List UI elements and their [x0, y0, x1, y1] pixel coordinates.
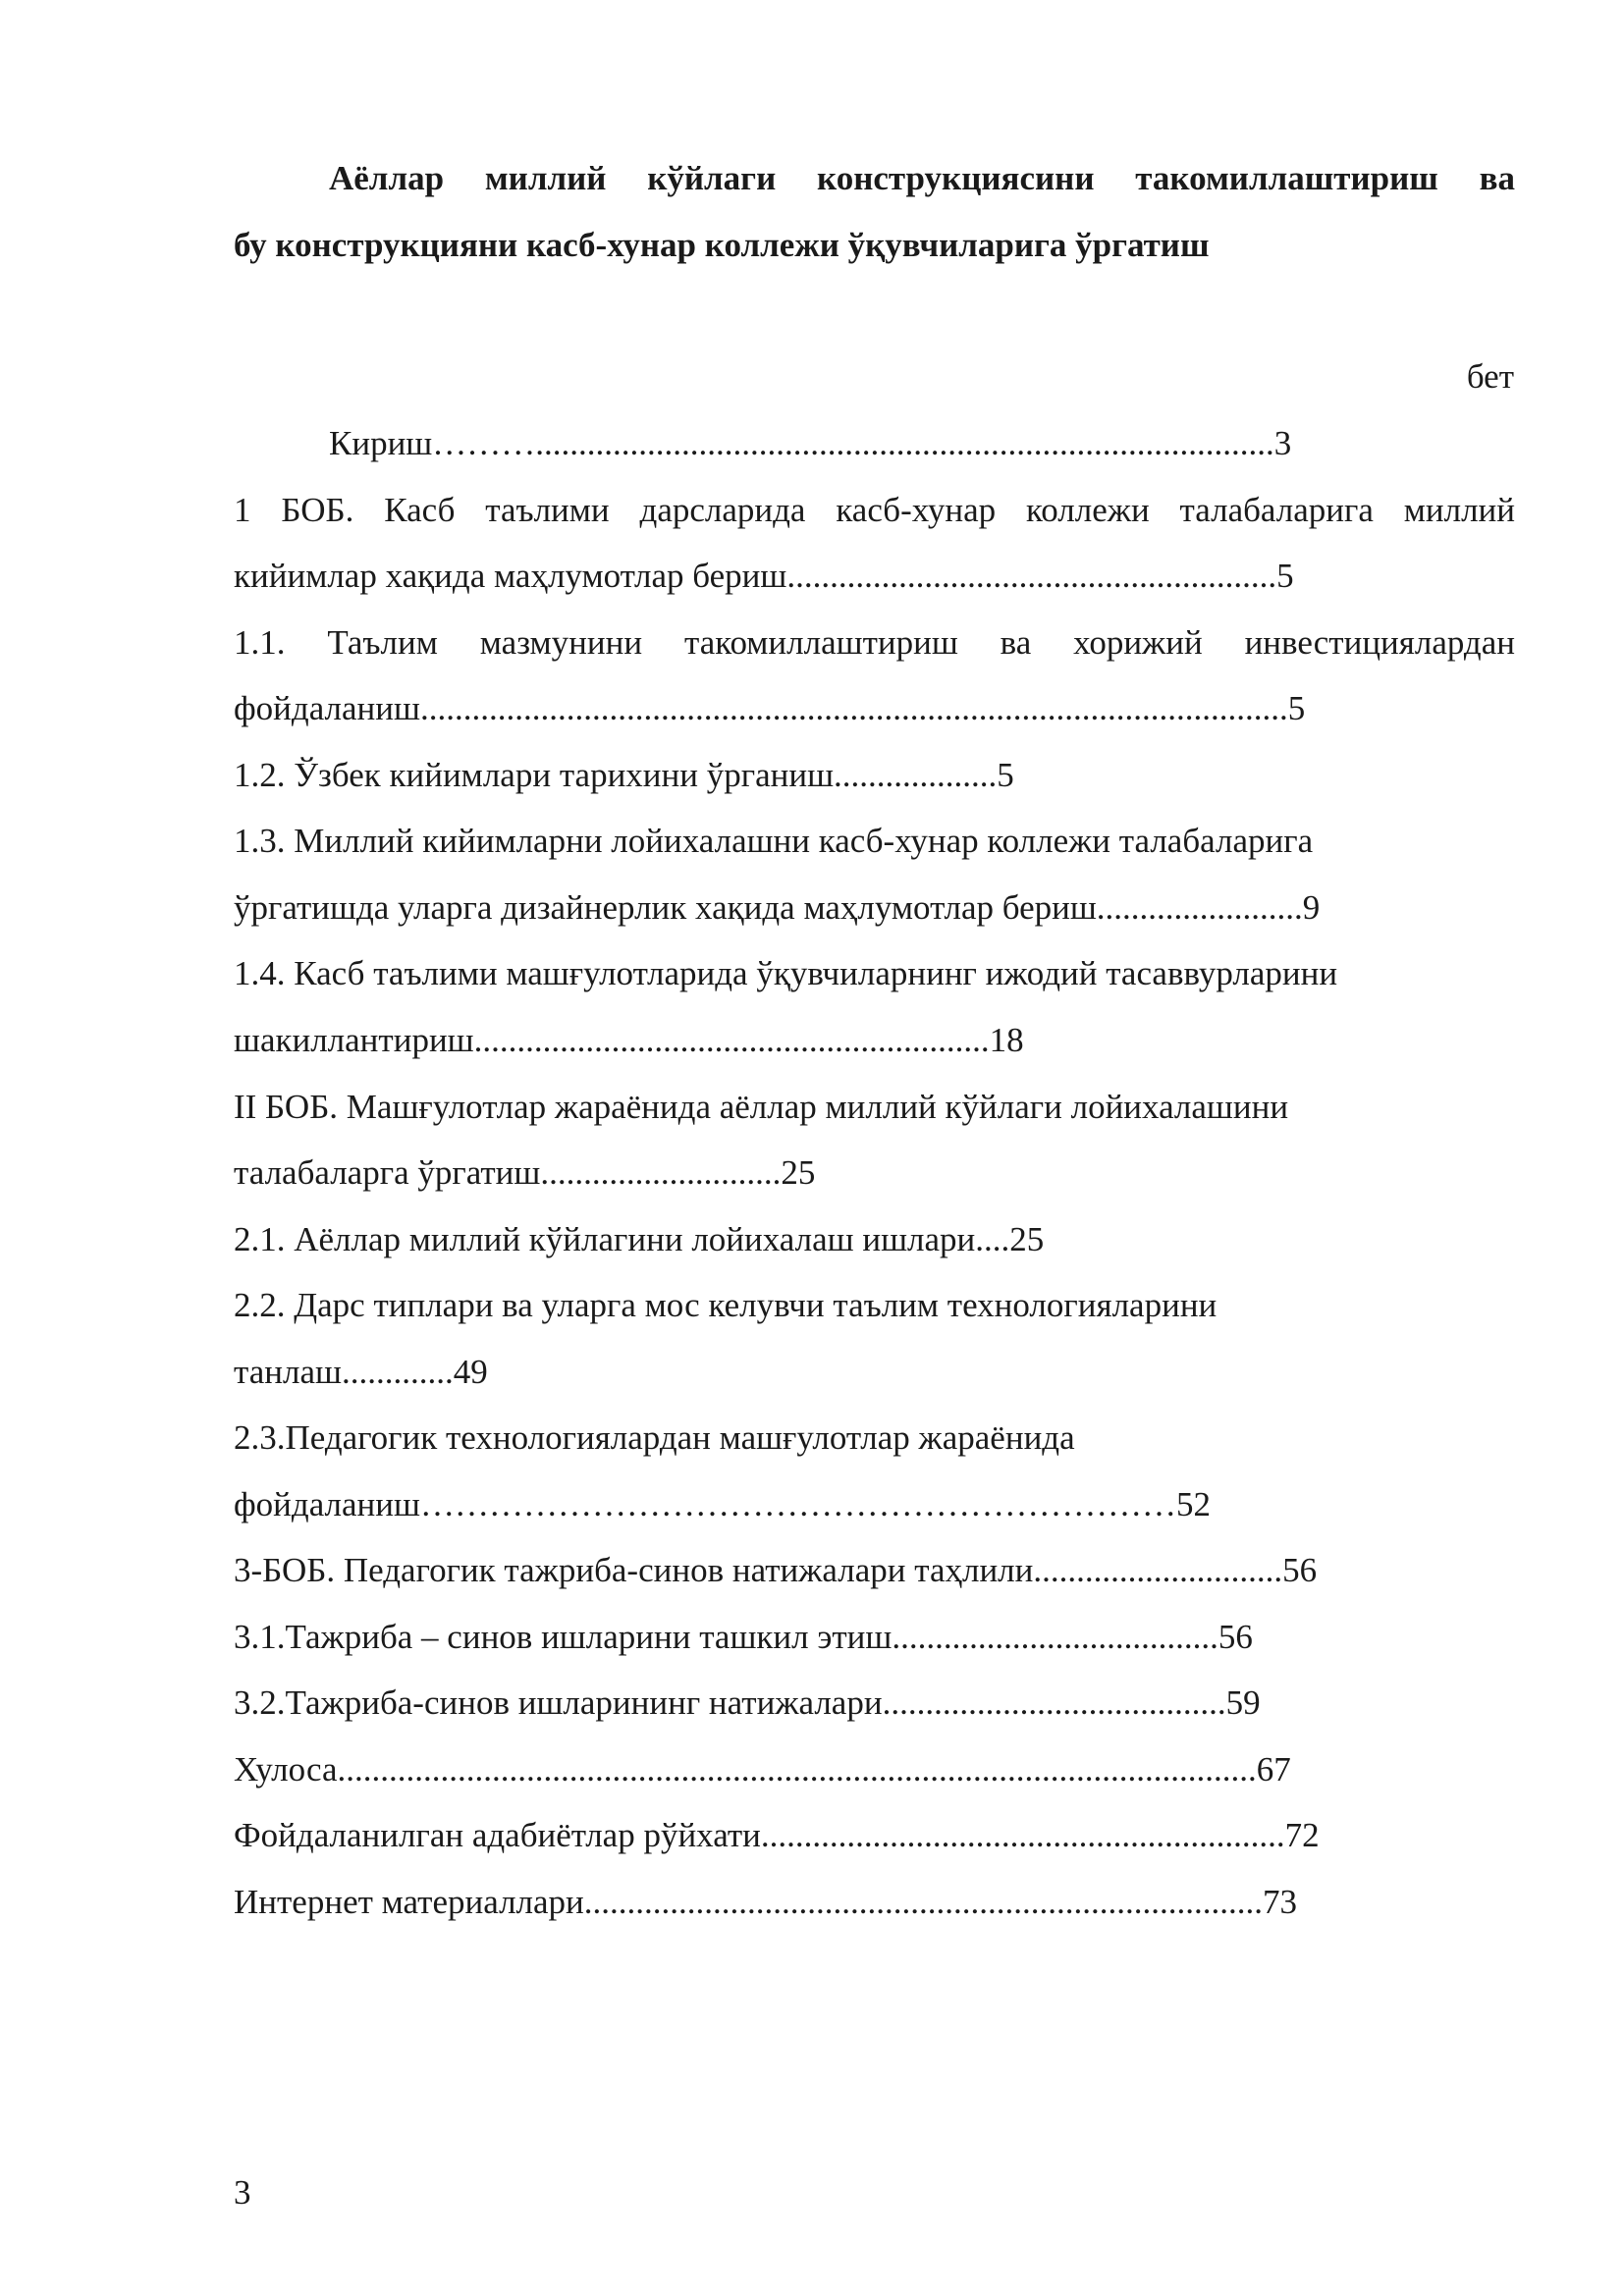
toc-entry-2-2: 2.2. Дарс типлари ва уларга мос келувчи таълим технологияларини	[234, 1286, 1217, 1324]
toc-entry-3-1: 3.1.Тажриба – синов ишларини ташкил этиш......................................56	[234, 1618, 1253, 1656]
toc-entry-1-3-cont: ўргатишда уларга дизайнерлик хақида маҳлумотлар бериш........................9	[234, 888, 1321, 927]
toc-entry-1-4: 1.4. Касб таълими машғулотларида ўқувчиларнинг ижодий тасаввурларини	[234, 954, 1338, 992]
toc-entry-1-2: 1.2. Ўзбек кийимлари тарихини ўрганиш...................5	[234, 756, 1014, 794]
toc-entry-chapter-3: 3-БОБ. Педагогик тажриба-синов натижалари таҳлили.............................56	[234, 1551, 1318, 1589]
page-column-label: бет	[1466, 357, 1514, 396]
toc-entry-chapter-2-cont: талабаларга ўргатиш............................25	[234, 1153, 816, 1192]
toc-entry-3-2: 3.2.Тажриба-синов ишларининг натижалари........................................59	[234, 1683, 1261, 1722]
toc-entry-introduction: Кириш………......................................................................................3	[329, 424, 1292, 462]
document-title-line-2: бу конструкцияни касб-хунар коллежи ўқувчиларига ўргатиш	[234, 226, 1210, 264]
toc-entry-conclusion: Хулоса...........................................................................................................67	[234, 1750, 1291, 1789]
toc-entry-1-1-cont: фойдаланиш.....................................................................................................5	[234, 689, 1306, 727]
page-number: 3	[234, 2173, 251, 2212]
toc-entry-chapter-1-cont: кийимлар хақида маҳлумотлар бериш.........................................................5	[234, 557, 1294, 595]
toc-entry-references: Фойдаланилган адабиётлар рўйхати.............................................................72	[234, 1816, 1320, 1854]
document-title-line-1: Аёллар миллий кўйлаги конструкциясини такомиллаштириш ва	[329, 159, 1515, 197]
toc-entry-2-3-cont: фойдаланиш…………………………………………………………52	[234, 1485, 1211, 1523]
toc-entry-chapter-2: II БОБ. Машғулотлар жараёнида аёллар миллий кўйлаги лойихалашини	[234, 1088, 1289, 1126]
toc-entry-1-4-cont: шакиллантириш............................................................18	[234, 1021, 1024, 1059]
toc-entry-2-1: 2.1. Аёллар миллий кўйлагини лойихалаш ишлари....25	[234, 1220, 1045, 1258]
toc-entry-2-3: 2.3.Педагогик технологиялардан машғулотлар жараёнида	[234, 1418, 1075, 1457]
toc-entry-internet-materials: Интернет материаллари...............................................................................73	[234, 1883, 1298, 1921]
toc-entry-1-1: 1.1. Таълим мазмунини такомиллаштириш ва хорижий инвестициялардан	[234, 623, 1515, 662]
toc-entry-chapter-1: 1 БОБ. Касб таълими дарсларида касб-хунар коллежи талабаларига миллий	[234, 491, 1515, 529]
toc-entry-2-2-cont: танлаш.............49	[234, 1353, 488, 1391]
toc-entry-1-3: 1.3. Миллий кийимларни лойихалашни касб-хунар коллежи талабаларига	[234, 822, 1314, 860]
